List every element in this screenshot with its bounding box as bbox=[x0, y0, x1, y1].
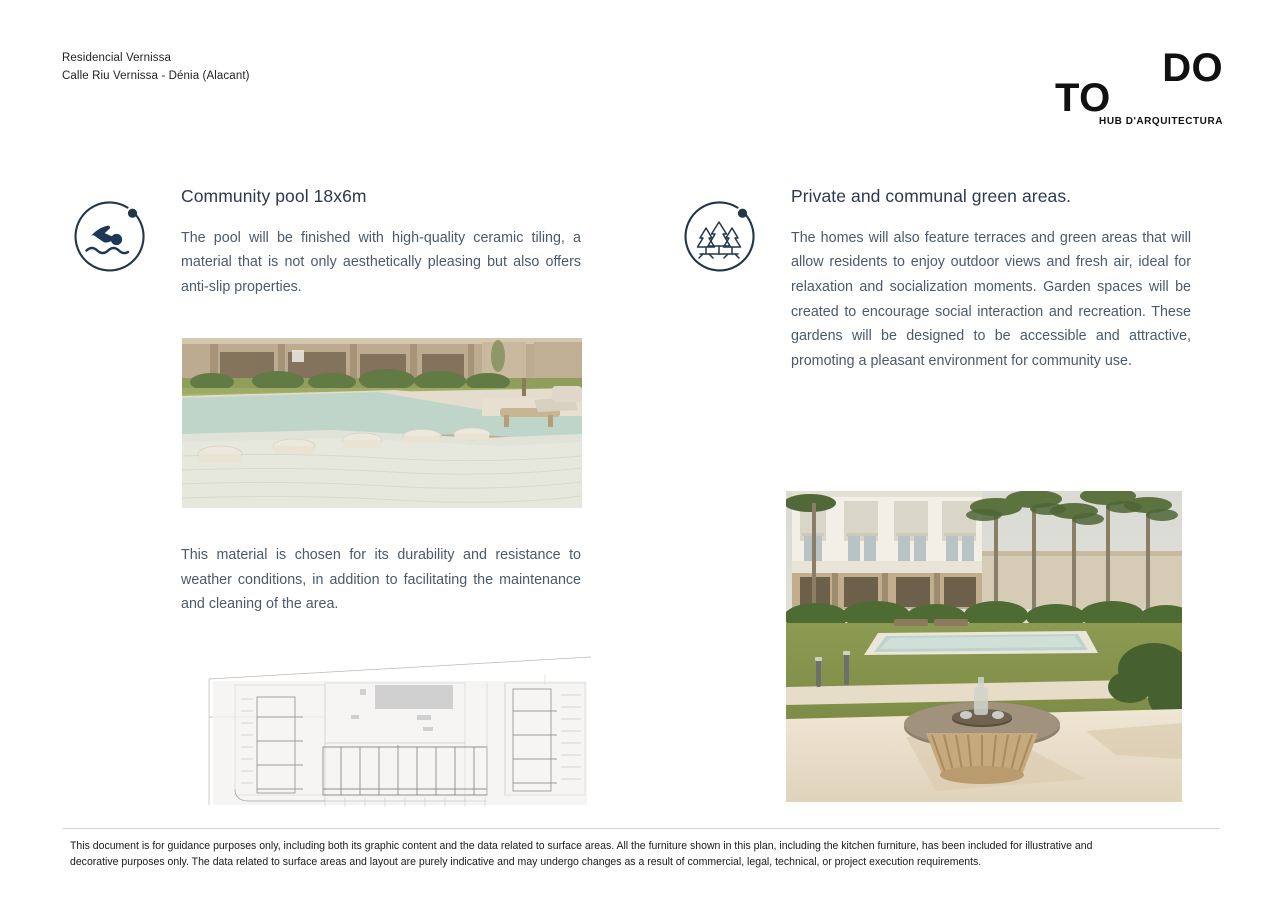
project-address: Calle Riu Vernissa - Dénia (Alacant) bbox=[62, 69, 250, 82]
trees-icon bbox=[678, 196, 760, 278]
document-header bbox=[62, 50, 250, 86]
footer-disclaimer: This document is for guidance purposes only, including both its graphic content and the data related to surface areas. All the furniture shown in this plan, including the kitchen furniture, has been included for illustrative and decorative purposes only. The data related to surface areas and layout are purely indicative and may undergo changes as a result of commercial, legal, technical, or project execution requirements. bbox=[70, 840, 1093, 869]
green-areas-text-block bbox=[791, 186, 1191, 373]
pool-text-block-2 bbox=[181, 543, 581, 617]
site-plan-drawing bbox=[205, 655, 595, 810]
logo-text-to: TO bbox=[1055, 76, 1111, 120]
pool-text-block bbox=[181, 186, 581, 300]
pool-photo bbox=[182, 338, 582, 508]
green-areas-section-title: Private and communal green areas. bbox=[791, 186, 1072, 206]
pool-section-title: Community pool 18x6m bbox=[181, 186, 367, 206]
company-logo bbox=[1053, 48, 1223, 132]
footer-divider bbox=[62, 828, 1220, 829]
logo-tagline: HUB D'ARQUITECTURA bbox=[1099, 116, 1223, 127]
pool-paragraph-1: The pool will be finished with high-quality ceramic tiling, a material that is not only aesthetically pleasing but also offers anti-slip properties. bbox=[181, 229, 581, 296]
garden-photo bbox=[786, 491, 1182, 802]
logo-text-do: DO bbox=[1162, 46, 1223, 90]
swimmer-icon bbox=[68, 196, 150, 278]
pool-paragraph-2: This material is chosen for its durability and resistance to weather conditions, in addition to facilitating the maintenance and cleaning of the area. bbox=[181, 547, 581, 613]
project-name: Residencial Vernissa bbox=[62, 52, 172, 64]
green-areas-paragraph: The homes will also feature terraces and green areas that will allow residents to enjoy outdoor views and fresh air, ideal for relaxation and socialization moments. Garden spaces will be created to encourage social interaction and recreation. These gardens will be designed to be accessible and attractive, promoting a pleasant environment for community use. bbox=[791, 229, 1191, 369]
